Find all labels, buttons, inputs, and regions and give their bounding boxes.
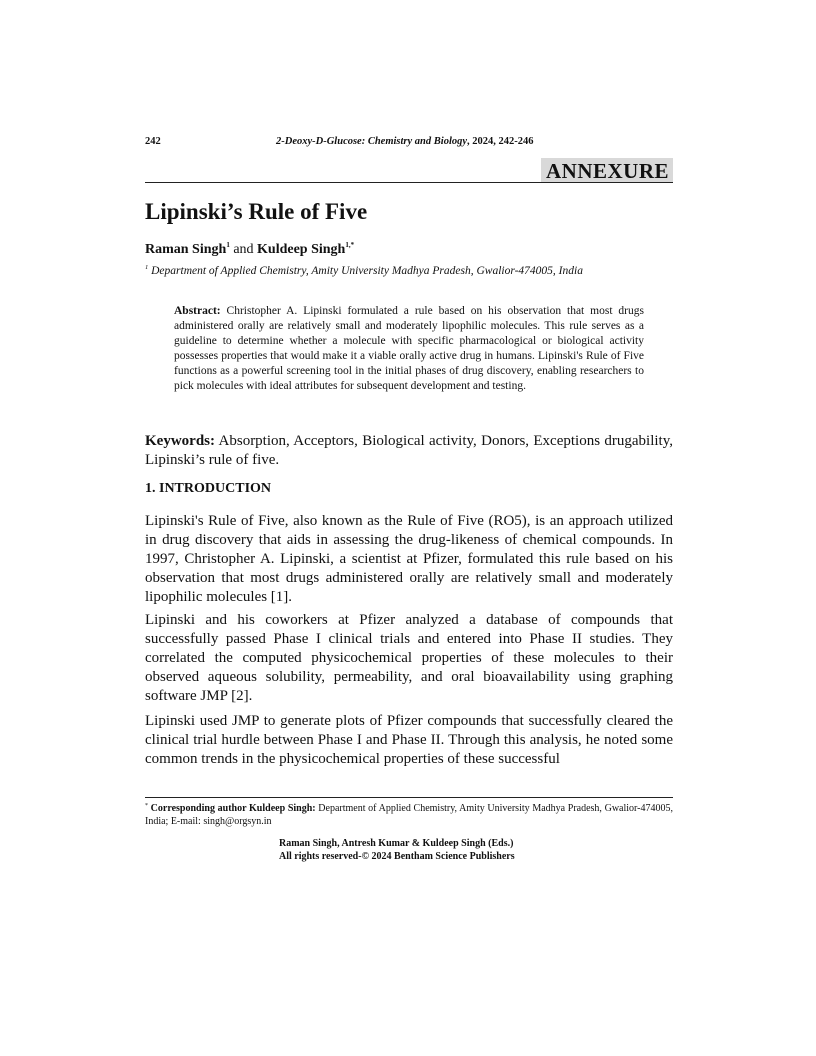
footnote-text: Department of Applied Chemistry, Amity University Madhya Pradesh, Gwalior-474005, India; E-mail: singh@orgsyn.in: [145, 803, 673, 827]
footnote-divider: [145, 797, 673, 798]
author-name: Raman Singh: [145, 242, 227, 257]
body-paragraph: Lipinski's Rule of Five, also known as the Rule of Five (RO5), is an approach utilized in drug discovery that aids in assessing the drug-likeness of chemical compounds. In 1997, Christopher A. Lipinski, a scientist at Pfizer, formulated this rule based on his observation that most drugs administered orally are relatively small and moderately lipophilic molecules [1].: [145, 513, 673, 605]
journal-citation: [276, 136, 534, 147]
footnote-label: Corresponding author Kuldeep Singh:: [148, 803, 316, 814]
affiliation: [145, 260, 583, 279]
author-name: Kuldeep Singh: [257, 242, 346, 257]
journal-title: 2-Deoxy-D-Glucose: Chemistry and Biology: [276, 136, 468, 147]
body-paragraph: Lipinski used JMP to generate plots of Pfizer compounds that successfully cleared the clinical trial hurdle between Phase I and Phase II. Through this analysis, he noted some common trends in the physicochemical properties of these successful: [145, 713, 673, 767]
header-divider: [145, 182, 673, 183]
annexure-label: ANNEXURE: [541, 158, 673, 183]
body-paragraph: Lipinski and his coworkers at Pfizer analyzed a database of compounds that successfully passed Phase I clinical trials and entered into Phase II studies. They correlated the computed physicochemical properties of these molecules to their observed aqueous solubility, permeability, and oral bioavailability using graphing software JMP [2].: [145, 612, 673, 704]
footnote-mark: *: [145, 803, 148, 809]
page-number: 242: [145, 136, 161, 147]
keywords: [145, 432, 673, 470]
abstract: [174, 304, 644, 394]
article-title: Lipinski’s Rule of Five: [145, 199, 368, 224]
footnote: [145, 800, 673, 828]
abstract-label: Abstract:: [174, 305, 221, 317]
affiliation-text: Department of Applied Chemistry, Amity University Madhya Pradesh, Gwalior-474005, India: [148, 265, 583, 277]
keywords-label: Keywords:: [145, 433, 215, 449]
author-affiliation-mark: 1,*: [345, 241, 355, 249]
journal-year-pages: , 2024, 242-246: [467, 136, 534, 147]
author-affiliation-mark: 1: [226, 241, 230, 249]
keywords-text: Absorption, Acceptors, Biological activity, Donors, Exceptions drugability, Lipinski’s rule of five.: [145, 433, 673, 468]
publisher-rights: All rights reserved-© 2024 Bentham Science Publishers: [279, 850, 515, 862]
publisher-block: [145, 838, 673, 863]
abstract-text: Christopher A. Lipinski formulated a rule based on his observation that most drugs administered orally are relatively small and moderately lipophilic molecules. This rule serves as a guideline to determine whether a molecule with specific pharmacological or biological activity possesses properties that would make it a viable orally active drug in humans. Lipinski's Rule of Five functions as a powerful screening tool in the initial phases of drug discovery, enabling researchers to pick molecules with ideal attributes for subsequent development and testing.: [174, 305, 644, 392]
author-conjunction: and: [229, 242, 258, 257]
section-heading: 1. INTRODUCTION: [145, 481, 272, 496]
publisher-editors: Raman Singh, Antresh Kumar & Kuldeep Singh (Eds.): [279, 838, 514, 849]
affiliation-mark: 1: [145, 264, 149, 271]
author-list: [145, 236, 354, 259]
